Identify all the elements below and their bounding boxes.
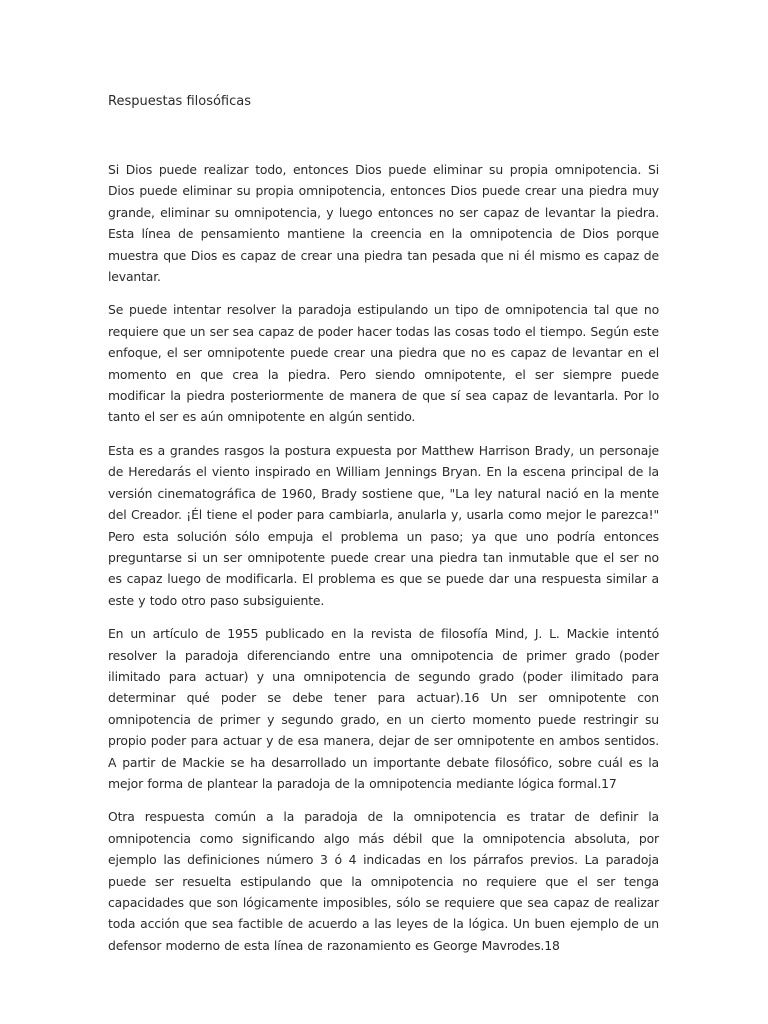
paragraph-2: Se puede intentar resolver la paradoja estipulando un tipo de omnipotencia tal que no requiere que un ser sea capaz de poder hacer todas las cosas todo el tiempo. Según este enfoque, el ser omnipotente puede crear una piedra que no es capaz de levantar en el momento en que crea la piedra. Pero siendo omnipotente, el ser siempre puede modificar la piedra posteriormente de manera de que sí sea capaz de levantarla. Por lo tanto el ser es aún omnipotente en algún sentido. — [108, 302, 659, 425]
paragraph-5: Otra respuesta común a la paradoja de la omnipotencia es tratar de definir la omnipotencia como significando algo más débil que la omnipotencia absoluta, por ejemplo las definiciones número 3 ó 4 indicadas en los párrafos previos. La paradoja puede ser resuelta estipulando que la omnipotencia no requiere que el ser tenga capacidades que son lógicamente imposibles, sólo se requiere que sea capaz de realizar toda acción que sea factible de acuerdo a las leyes de la lógica. Un buen ejemplo de un defensor moderno de esta línea de razonamiento es George Mavrodes.18 — [108, 809, 659, 953]
paragraph-4: En un artículo de 1955 publicado en la revista de filosofía Mind, J. L. Mackie intentó resolver la paradoja diferenciando entre una omnipotencia de primer grado (poder ilimitado para actuar) y una omnipotencia de segundo grado (poder ilimitado para determinar qué poder se debe tener para actuar).16 Un ser omnipotente con omnipotencia de primer y segundo grado, en un cierto momento puede restringir su propio poder para actuar y de esa manera, dejar de ser omnipotente en ambos sentidos. A partir de Mackie se ha desarrollado un importante debate filosófico, sobre cuál es la mejor forma de plantear la paradoja de la omnipotencia mediante lógica formal.17 — [108, 626, 659, 791]
document-page — [108, 92, 659, 968]
paragraph-3: Esta es a grandes rasgos la postura expuesta por Matthew Harrison Brady, un personaje de Heredarás el viento inspirado en William Jennings Bryan. En la escena principal de la versión cinematográfica de 1960, Brady sostiene que, "La ley natural nació en la mente del Creador. ¡Él tiene el poder para cambiarla, anularla y, usarla como mejor le parezca!" Pero esta solución sólo empuja el problema un paso; ya que uno podría entonces preguntarse si un ser omnipotente puede crear una piedra tan inmutable que el ser no es capaz luego de modificarla. El problema es que se puede dar una respuesta similar a este y todo otro paso subsiguiente. — [108, 442, 659, 608]
document-title: Respuestas filosóficas — [108, 94, 252, 109]
paragraph-1: Si Dios puede realizar todo, entonces Dios puede eliminar su propia omnipotencia. Si Dios puede eliminar su propia omnipotencia, entonces Dios puede crear una piedra muy grande, eliminar su omnipotencia, y luego entonces no ser capaz de levantar la piedra. Esta línea de pensamiento mantiene la creencia en la omnipotencia de Dios porque muestra que Dios es capaz de crear una piedra tan pesada que ni él mismo es capaz de levantar. — [108, 162, 659, 285]
